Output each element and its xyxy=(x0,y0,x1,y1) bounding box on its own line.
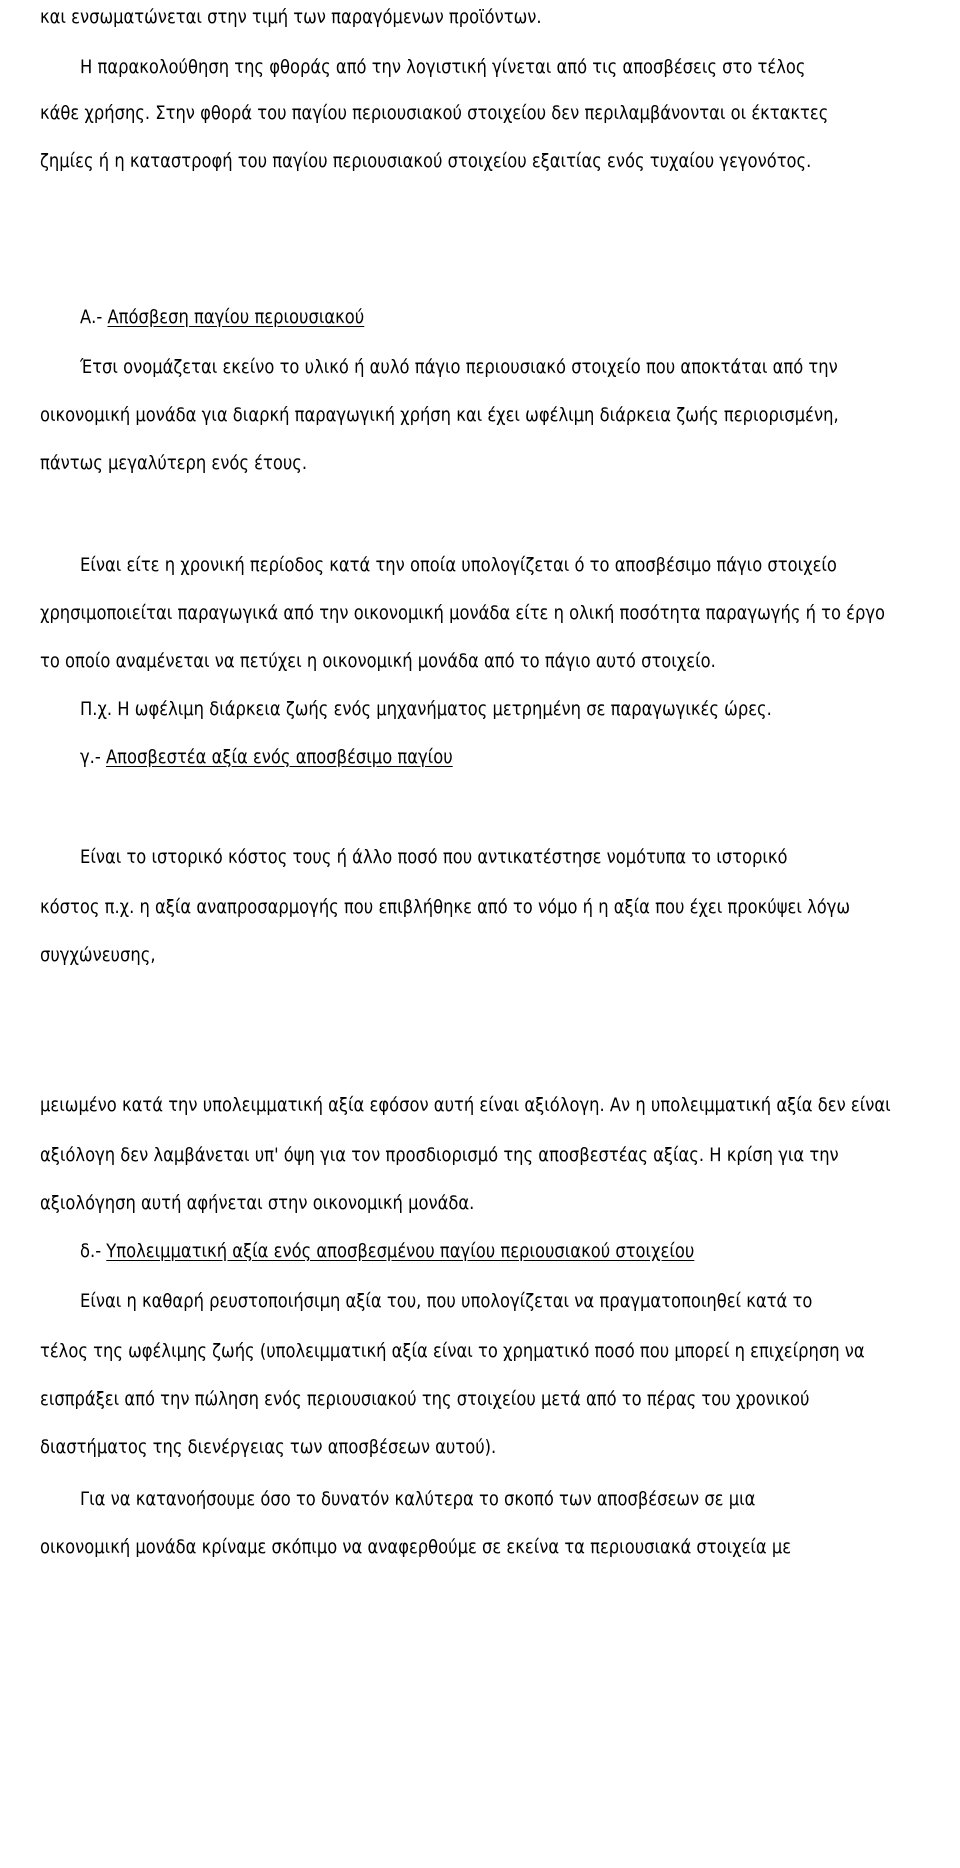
text-line: διαστήματος της διενέργειας των αποσβέσεων αυτού). xyxy=(40,1436,497,1458)
text-line: τέλος της ωφέλιμης ζωής (υπολειμματική αξία είναι το χρηματικό ποσό που μπορεί η επιχείρηση να xyxy=(40,1340,865,1362)
text-line: Για να κατανοήσουμε όσο το δυνατόν καλύτερα το σκοπό των αποσβέσεων σε μια xyxy=(80,1488,756,1510)
text-line: πάντως μεγαλύτερη ενός έτους. xyxy=(40,452,308,474)
section-heading-text: Υπολειμματική αξία ενός αποσβεσμένου παγίου περιουσιακού στοιχείου xyxy=(106,1240,695,1262)
section-heading-text: Απόσβεση παγίου περιουσιακού xyxy=(107,306,365,328)
text-line: αξιόλογη δεν λαμβάνεται υπ' όψη για τον προσδιορισμό της αποσβεστέας αξίας. Η κρίση για την xyxy=(40,1144,839,1166)
text-line: οικονομική μονάδα για διαρκή παραγωγική χρήση και έχει ωφέλιμη διάρκεια ζωής περιορισμένη, xyxy=(40,404,839,426)
text-line: οικονομική μονάδα κρίναμε σκόπιμο να αναφερθούμε σε εκείνα τα περιουσιακά στοιχεία με xyxy=(40,1536,792,1558)
text-line: εισπράξει από την πώληση ενός περιουσιακού της στοιχείου μετά από το πέρας του χρονικού xyxy=(40,1388,810,1410)
text-line: Είναι το ιστορικό κόστος τους ή άλλο ποσό που αντικατέστησε νομότυπα το ιστορικό xyxy=(80,846,788,868)
text-line: Π.χ. Η ωφέλιμη διάρκεια ζωής ενός μηχανήματος μετρημένη σε παραγωγικές ώρες. xyxy=(80,698,772,720)
text-line: Είναι είτε η χρονική περίοδος κατά την οποία υπολογίζεται ό το αποσβέσιμο πάγιο στοιχείο xyxy=(80,554,837,576)
text-line: κάθε χρήσης. Στην φθορά του παγίου περιουσιακού στοιχείου δεν περιλαμβάνονται οι έκτακτες xyxy=(40,102,829,124)
text-line: Η παρακολούθηση της φθοράς από την λογιστική γίνεται από τις αποσβέσεις στο τέλος xyxy=(80,56,806,78)
text-line: και ενσωματώνεται στην τιμή των παραγόμενων προϊόντων. xyxy=(40,6,542,28)
text-line: Έτσι ονομάζεται εκείνο το υλικό ή αυλό πάγιο περιουσιακό στοιχείο που αποκτάται από την xyxy=(80,356,838,378)
section-heading: γ.- Αποσβεστέα αξία ενός αποσβέσιμο παγίου xyxy=(80,746,453,768)
text-line: συγχώνευσης, xyxy=(40,944,156,966)
section-heading: Α.- Απόσβεση παγίου περιουσιακού xyxy=(80,306,365,328)
text-line: ζημίες ή η καταστροφή του παγίου περιουσιακού στοιχείου εξαιτίας ενός τυχαίου γεγονότος. xyxy=(40,150,812,172)
section-heading: δ.- Υπολειμματική αξία ενός αποσβεσμένου παγίου περιουσιακού στοιχείου xyxy=(80,1240,695,1262)
text-line: μειωμένο κατά την υπολειμματική αξία εφόσον αυτή είναι αξιόλογη. Αν η υπολειμματική αξία δεν είναι xyxy=(40,1094,891,1116)
section-heading-text: Αποσβεστέα αξία ενός αποσβέσιμο παγίου xyxy=(105,746,453,768)
text-line: κόστος π.χ. η αξία αναπροσαρμογής που επιβλήθηκε από το νόμο ή η αξία που έχει προκύψει λόγω xyxy=(40,896,851,918)
text-line: χρησιμοποιείται παραγωγικά από την οικονομική μονάδα είτε η ολική ποσότητα παραγωγής ή το έργο xyxy=(40,602,886,624)
text-line: το οποίο αναμένεται να πετύχει η οικονομική μονάδα από το πάγιο αυτό στοιχείο. xyxy=(40,650,716,672)
text-line: Είναι η καθαρή ρευστοποιήσιμη αξία του, που υπολογίζεται να πραγματοποιηθεί κατά το xyxy=(80,1290,813,1312)
text-line: αξιολόγηση αυτή αφήνεται στην οικονομική μονάδα. xyxy=(40,1192,475,1214)
